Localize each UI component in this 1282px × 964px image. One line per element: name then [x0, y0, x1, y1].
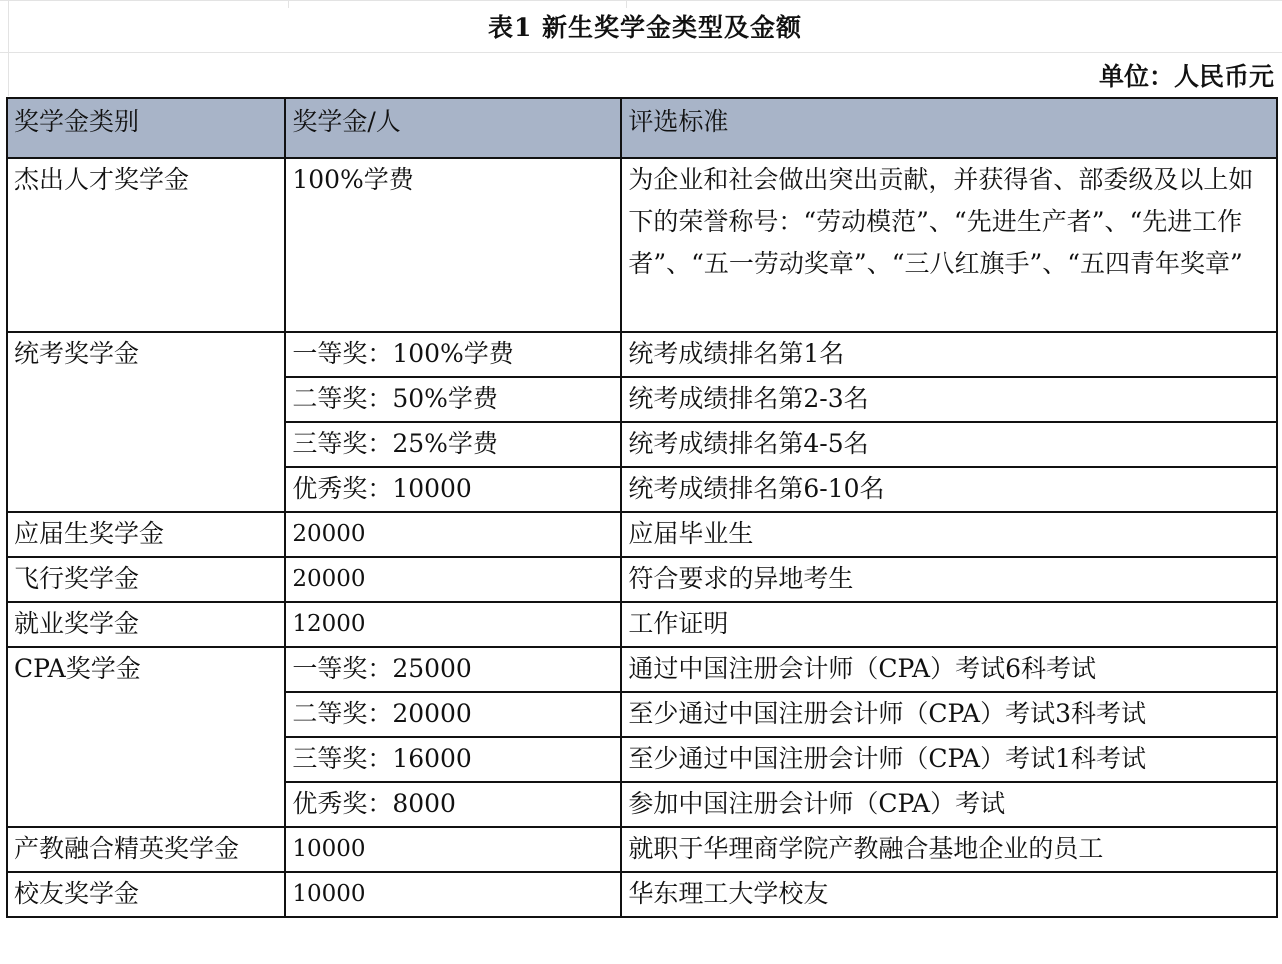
amount-cell[interactable]: 二等奖：50%学费 — [285, 377, 621, 422]
table-row — [7, 647, 1277, 692]
category-cell[interactable]: 应届生奖学金 — [7, 512, 285, 557]
amount-cell[interactable]: 20000 — [285, 512, 621, 557]
amount-cell[interactable]: 一等奖：100%学费 — [285, 332, 621, 377]
amount-cell[interactable]: 优秀奖：10000 — [285, 467, 621, 512]
table-row — [7, 512, 1277, 557]
criteria-cell[interactable]: 参加中国注册会计师（CPA）考试 — [621, 782, 1277, 827]
scholarship-table — [6, 97, 1278, 918]
criteria-cell[interactable]: 就职于华理商学院产教融合基地企业的员工 — [621, 827, 1277, 872]
criteria-cell[interactable]: 统考成绩排名第2-3名 — [621, 377, 1277, 422]
criteria-cell[interactable]: 统考成绩排名第4-5名 — [621, 422, 1277, 467]
criteria-cell[interactable]: 至少通过中国注册会计师（CPA）考试1科考试 — [621, 737, 1277, 782]
table-row — [7, 557, 1277, 602]
table-row — [7, 872, 1277, 917]
criteria-cell[interactable]: 统考成绩排名第1名 — [621, 332, 1277, 377]
table-row — [7, 158, 1277, 332]
header-category[interactable]: 奖学金类别 — [7, 98, 285, 158]
amount-cell[interactable]: 二等奖：20000 — [285, 692, 621, 737]
table-row — [7, 827, 1277, 872]
amount-cell[interactable]: 12000 — [285, 602, 621, 647]
header-row — [7, 98, 1277, 158]
amount-cell[interactable]: 三等奖：25%学费 — [285, 422, 621, 467]
category-cell[interactable]: 就业奖学金 — [7, 602, 285, 647]
criteria-cell[interactable]: 应届毕业生 — [621, 512, 1277, 557]
amount-cell[interactable]: 10000 — [285, 872, 621, 917]
category-cell[interactable]: CPA奖学金 — [7, 647, 285, 827]
criteria-cell[interactable]: 统考成绩排名第6-10名 — [621, 467, 1277, 512]
category-cell[interactable]: 统考奖学金 — [7, 332, 285, 512]
criteria-cell[interactable]: 工作证明 — [621, 602, 1277, 647]
unit-label: 单位：人民币元 — [1098, 62, 1274, 91]
category-cell[interactable]: 产教融合精英奖学金 — [7, 827, 285, 872]
table-row — [7, 332, 1277, 377]
amount-cell[interactable]: 优秀奖：8000 — [285, 782, 621, 827]
table-row — [7, 602, 1277, 647]
table-title: 表1 新生奖学金类型及金额 — [487, 13, 803, 42]
criteria-cell[interactable]: 符合要求的异地考生 — [621, 557, 1277, 602]
header-criteria[interactable]: 评选标准 — [621, 98, 1277, 158]
amount-cell[interactable]: 一等奖：25000 — [285, 647, 621, 692]
criteria-cell[interactable]: 通过中国注册会计师（CPA）考试6科考试 — [621, 647, 1277, 692]
category-cell[interactable]: 飞行奖学金 — [7, 557, 285, 602]
amount-cell[interactable]: 20000 — [285, 557, 621, 602]
category-cell[interactable]: 校友奖学金 — [7, 872, 285, 917]
amount-cell[interactable]: 100%学费 — [285, 158, 621, 332]
criteria-cell[interactable]: 华东理工大学校友 — [621, 872, 1277, 917]
amount-cell[interactable]: 三等奖：16000 — [285, 737, 621, 782]
amount-cell[interactable]: 10000 — [285, 827, 621, 872]
criteria-cell[interactable]: 为企业和社会做出突出贡献，并获得省、部委级及以上如下的荣誉称号：“劳动模范”、“先进生产者”、“先进工作者”、“五一劳动奖章”、“三八红旗手”、“五四青年奖章” — [621, 158, 1277, 332]
header-amount[interactable]: 奖学金/人 — [285, 98, 621, 158]
criteria-cell[interactable]: 至少通过中国注册会计师（CPA）考试3科考试 — [621, 692, 1277, 737]
category-cell[interactable]: 杰出人才奖学金 — [7, 158, 285, 332]
